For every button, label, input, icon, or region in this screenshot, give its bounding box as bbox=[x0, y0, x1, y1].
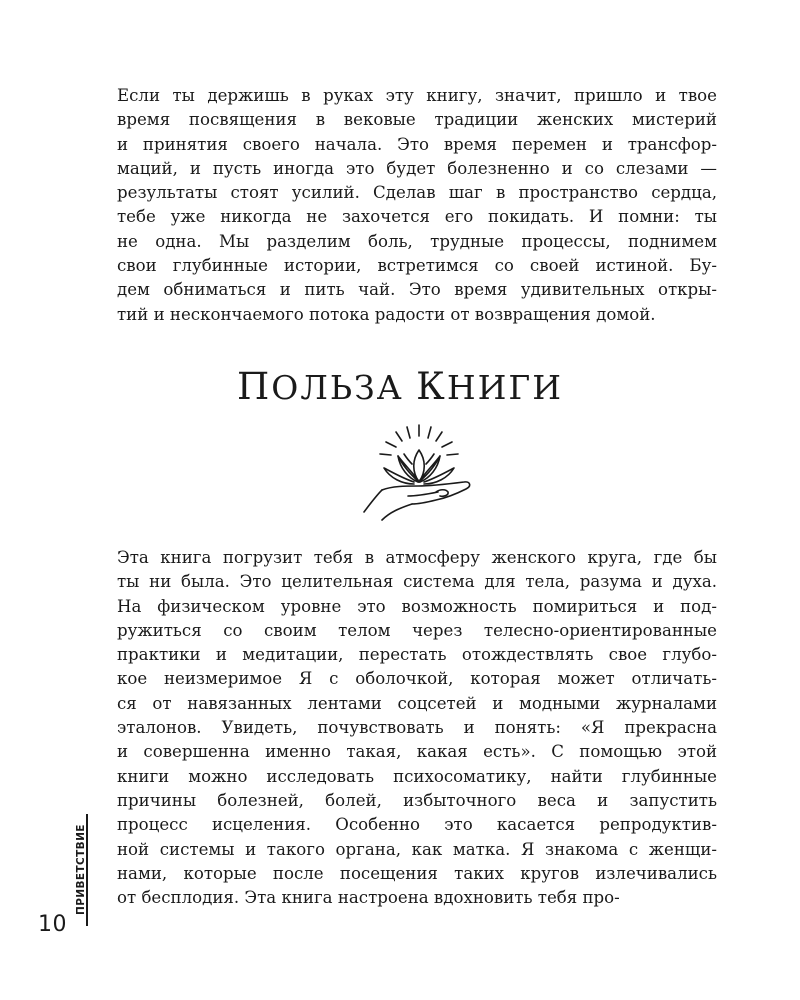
text-line: тий и нескончаемого потока радости от возвращения домой. bbox=[117, 304, 656, 324]
section-heading bbox=[0, 365, 800, 408]
text-line: практики и медитации, перестать отождествлять свое глубо- bbox=[117, 645, 717, 665]
text-line: ты ни была. Это целительная система для тела, разума и духа. bbox=[117, 572, 717, 592]
text-line: ружиться со своим телом через телесно-ориентированные bbox=[117, 620, 717, 640]
running-header: ПРИВЕТСТВИЕ bbox=[75, 824, 87, 915]
heading-initial-2: К bbox=[416, 365, 447, 408]
text-line: книги можно исследовать психосоматику, найти глубинные bbox=[117, 766, 717, 786]
text-line: ной системы и такого органа, как матка. Я знакома с женщи- bbox=[117, 839, 717, 859]
text-line: процесс исцеления. Особенно это касается репродуктив- bbox=[117, 815, 717, 835]
text-line: результаты стоят усилий. Сделав шаг в пространство сердца, bbox=[117, 183, 717, 203]
text-line: ся от навязанных лентами соцсетей и модными журналами bbox=[117, 693, 717, 713]
heading-word-1-rest: ОЛЬЗА bbox=[271, 368, 404, 407]
text-line: не одна. Мы разделим боль, трудные процессы, поднимем bbox=[117, 231, 717, 251]
text-line: Если ты держишь в руках эту книгу, значит, пришло и твое bbox=[117, 86, 717, 105]
text-line: причины болезней, болей, избыточного веса и запустить bbox=[117, 790, 717, 810]
intro-paragraph bbox=[117, 84, 717, 327]
text-line: дем обниматься и пить чай. Это время удивительных откры- bbox=[117, 280, 717, 300]
hand-holding-lotus-icon bbox=[352, 420, 482, 530]
text-line: свои глубинные истории, встретимся со своей истиной. Бу- bbox=[117, 256, 717, 276]
text-line: Эта книга погрузит тебя в атмосферу женского круга, где бы bbox=[117, 548, 717, 567]
text-line: и принятия своего начала. Это время перемен и трансфор- bbox=[117, 134, 717, 154]
heading-initial-1: П bbox=[237, 365, 272, 408]
text-line: от бесплодия. Эта книга настроена вдохновить тебя про- bbox=[117, 888, 620, 908]
heading-word-2-rest: НИГИ bbox=[446, 368, 563, 407]
main-paragraph bbox=[117, 546, 717, 910]
text-line: и совершенна именно такая, какая есть». С помощью этой bbox=[117, 742, 717, 762]
text-line: время посвящения в вековые традиции женских мистерий bbox=[117, 110, 717, 130]
text-line: эталонов. Увидеть, почувствовать и понять: «Я прекрасна bbox=[117, 718, 717, 738]
text-line: На физическом уровне это возможность помириться и под- bbox=[117, 596, 717, 616]
page-number: 10 bbox=[38, 912, 67, 937]
text-line: нами, которые после посещения таких кругов излечивались bbox=[117, 863, 717, 883]
text-line: тебе уже никогда не захочется его покидать. И помни: ты bbox=[117, 207, 717, 227]
text-line: маций, и пусть иногда это будет болезненно и со слезами — bbox=[117, 158, 717, 178]
text-line: кое неизмеримое Я с оболочкой, которая может отличать- bbox=[117, 669, 717, 689]
